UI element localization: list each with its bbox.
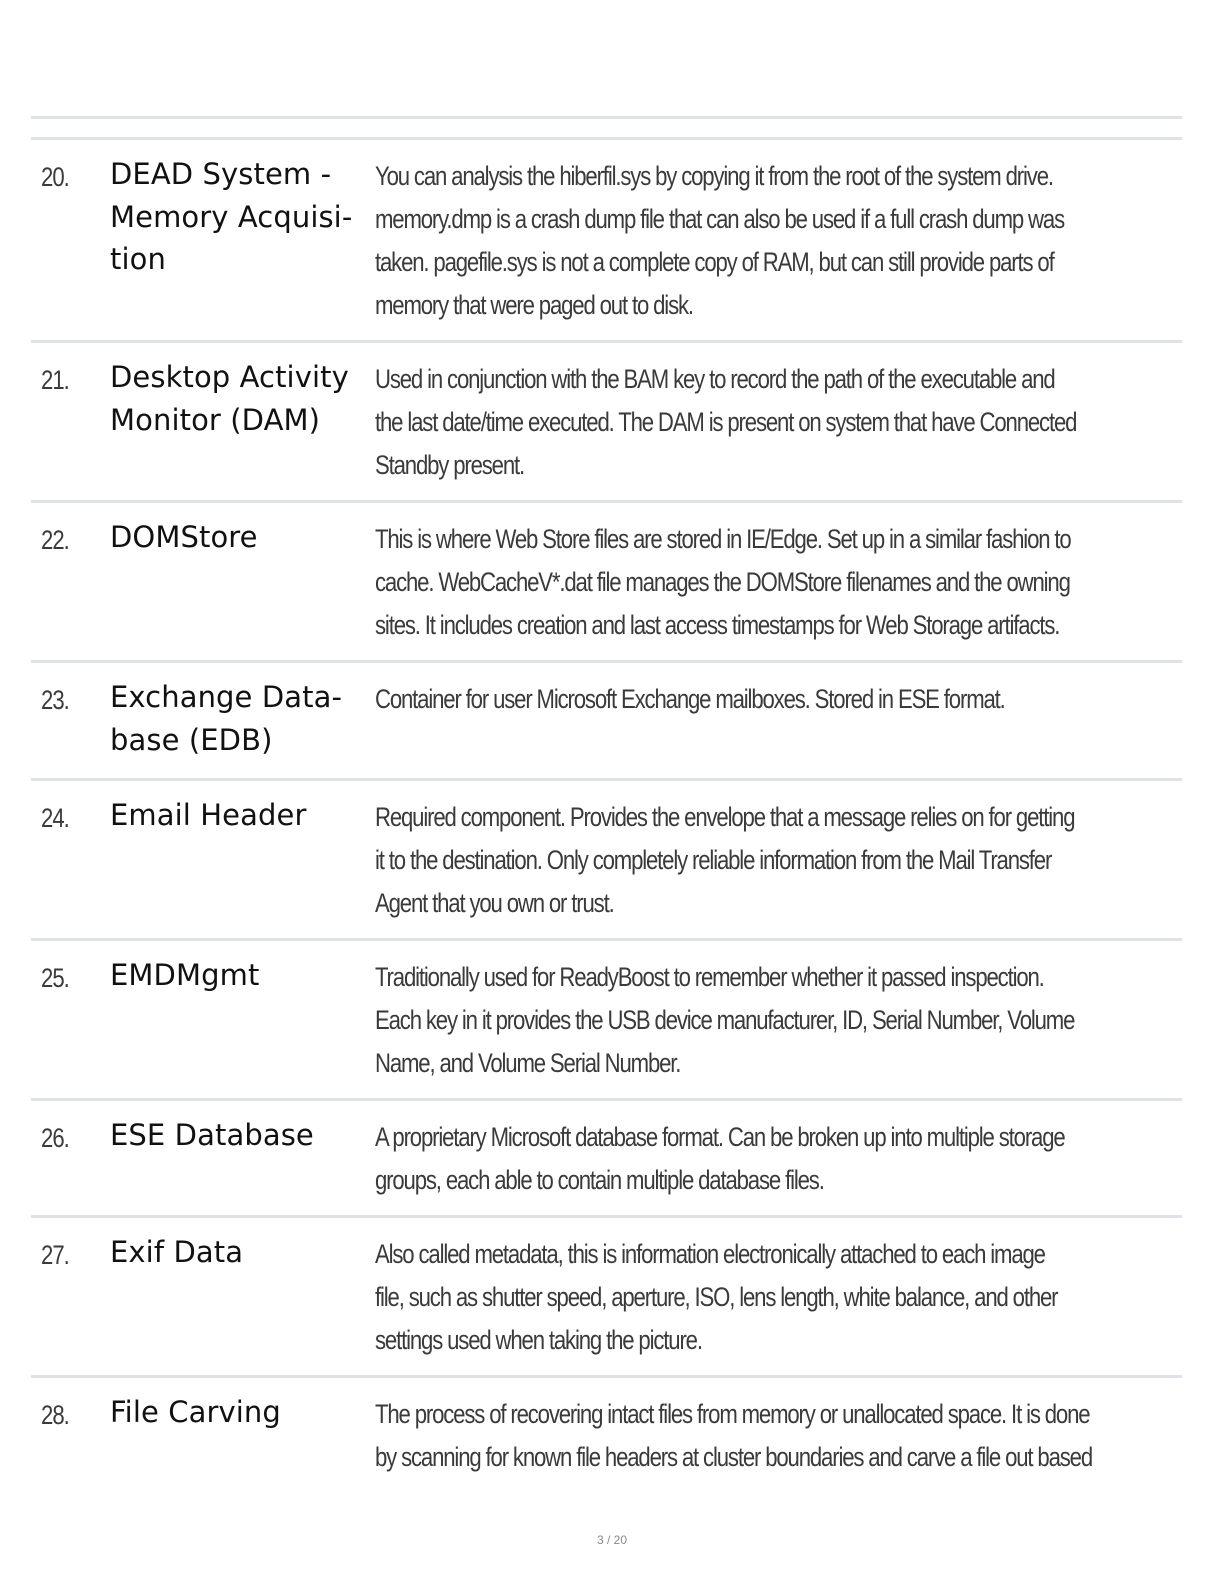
definition-line: memory that were paged out to disk. (375, 290, 693, 320)
entry-term (110, 153, 368, 281)
definition-line: memory.dmp is a crash dump file that can also be used if a full crash dump was (375, 204, 1064, 234)
entry-definition (375, 358, 1162, 487)
entry-term (110, 676, 368, 761)
entry-number: 21. (41, 365, 69, 395)
entry-number: 23. (41, 685, 69, 715)
entry-definition (375, 678, 1162, 721)
entry-definition (375, 796, 1162, 925)
definition-line: by scanning for known file headers at cluster boundaries and carve a file out based (375, 1442, 1093, 1472)
entry-definition (375, 1233, 1162, 1362)
term-line: tion (110, 242, 166, 276)
definition-line: Name, and Volume Serial Number. (375, 1048, 681, 1078)
term-line: ESE Database (110, 1118, 314, 1152)
definition-line: This is where Web Store files are stored in IE/Edge. Set up in a similar fashion to (375, 524, 1071, 554)
entry-number: 27. (41, 1240, 69, 1270)
glossary-entry-22 (31, 503, 1182, 663)
glossary-entry-23 (31, 663, 1182, 781)
term-line: EMDMgmt (110, 958, 260, 992)
entry-number: 22. (41, 525, 69, 555)
entry-definition (375, 1116, 1162, 1202)
definition-line: Used in conjunction with the BAM key to record the path of the executable and (375, 364, 1055, 394)
term-line: Desktop Activity (110, 360, 349, 394)
entry-definition (375, 956, 1162, 1085)
definition-line: Required component. Provides the envelope that a message relies on for getting (375, 802, 1075, 832)
definition-line: cache. WebCacheV*.dat file manages the DOMStore filenames and the owning (375, 567, 1070, 597)
term-line: Monitor (DAM) (110, 402, 321, 437)
entry-number: 25. (41, 963, 69, 993)
glossary-table (31, 140, 1182, 1498)
definition-line: The process of recovering intact files from memory or unallocated space. It is done (375, 1399, 1090, 1429)
definition-line: it to the destination. Only completely reliable information from the Mail Transfer (375, 845, 1052, 875)
entry-term (110, 1391, 368, 1434)
glossary-entry-27 (31, 1218, 1182, 1378)
glossary-entry-26 (31, 1101, 1182, 1218)
definition-line: sites. It includes creation and last access timestamps for Web Storage artifacts. (375, 610, 1060, 640)
entry-term (110, 516, 368, 559)
term-line: File Carving (110, 1395, 281, 1429)
term-line: Exif Data (110, 1235, 244, 1269)
entry-definition (375, 155, 1162, 327)
definition-line: Traditionally used for ReadyBoost to remember whether it passed inspection. (375, 962, 1044, 992)
glossary-entry-25 (31, 941, 1182, 1101)
entry-definition (375, 518, 1162, 647)
glossary-entry-21 (31, 343, 1182, 503)
definition-line: Container for user Microsoft Exchange mailboxes. Stored in ESE format. (375, 684, 1005, 714)
definition-line: A proprietary Microsoft database format. Can be broken up into multiple storage (375, 1122, 1065, 1152)
entry-number: 20. (41, 162, 69, 192)
glossary-entry-20 (31, 140, 1182, 343)
term-line: DOMStore (110, 520, 258, 554)
definition-line: file, such as shutter speed, aperture, ISO, lens length, white balance, and other (375, 1282, 1058, 1312)
entry-term (110, 1231, 368, 1274)
entry-number: 28. (41, 1400, 69, 1430)
glossary-entry-28 (31, 1378, 1182, 1498)
term-line: Memory Acquisi- (110, 199, 353, 234)
page-number: 3 / 20 (596, 1533, 628, 1547)
definition-line: Agent that you own or trust. (375, 888, 614, 918)
definition-line: groups, each able to contain multiple database files. (375, 1165, 824, 1195)
definition-line: Also called metadata, this is information electronically attached to each image (375, 1239, 1045, 1269)
entry-term (110, 356, 368, 441)
glossary-entry-24 (31, 781, 1182, 941)
entry-term (110, 794, 368, 837)
entry-number: 26. (41, 1123, 69, 1153)
term-line: DEAD System - (110, 157, 332, 191)
entry-term (110, 954, 368, 997)
definition-line: Each key in it provides the USB device manufacturer, ID, Serial Number, Volume (375, 1005, 1075, 1035)
entry-definition (375, 1393, 1162, 1479)
term-line: Exchange Data- (110, 680, 343, 714)
term-line: base (EDB) (110, 722, 273, 757)
definition-line: taken. pagefile.sys is not a complete copy of RAM, but can still provide parts of (375, 247, 1054, 277)
definition-line: Standby present. (375, 450, 525, 480)
term-line: Email Header (110, 798, 307, 832)
entry-number: 24. (41, 803, 69, 833)
top-divider (31, 116, 1182, 119)
definition-line: You can analysis the hiberfil.sys by copying it from the root of the system drive. (375, 161, 1053, 191)
definition-line: the last date/time executed. The DAM is present on system that have Connected (375, 407, 1077, 437)
entry-term (110, 1114, 368, 1157)
definition-line: settings used when taking the picture. (375, 1325, 702, 1355)
